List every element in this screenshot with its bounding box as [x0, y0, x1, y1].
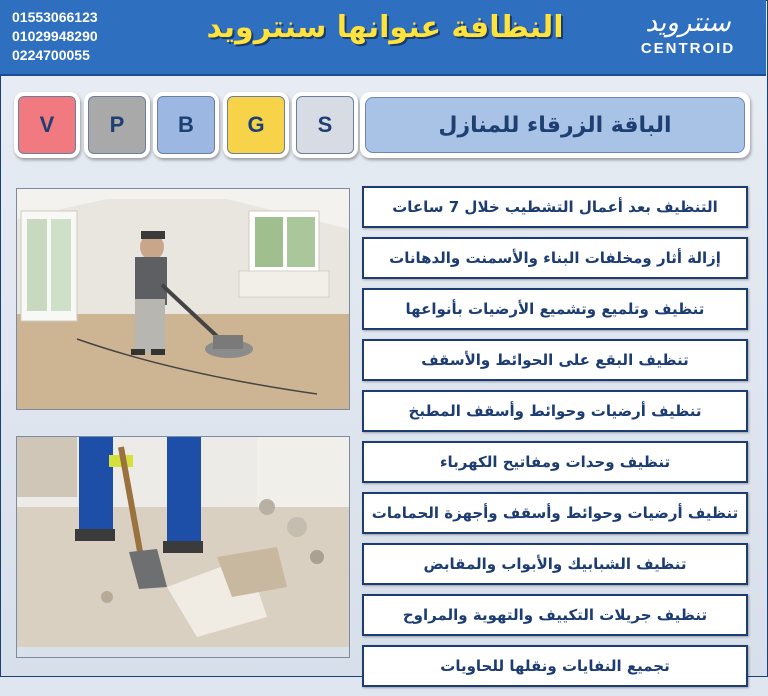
centroid-logo	[618, 6, 758, 68]
package-b-label: B	[157, 96, 215, 154]
header-banner	[0, 0, 766, 76]
service-item: تنظيف وحدات ومفاتيح الكهرباء	[362, 441, 748, 483]
floor-polishing-photo	[16, 188, 350, 410]
service-item: تنظيف وتلميع وتشميع الأرضيات بأنواعها	[362, 288, 748, 330]
service-item: تنظيف البقع على الحوائط والأسقف	[362, 339, 748, 381]
package-g-label: G	[227, 96, 285, 154]
plan-title-box	[360, 92, 750, 158]
logo-arabic-text: سنترويد	[645, 8, 731, 38]
phone-number-3[interactable]: 0224700055	[12, 47, 90, 63]
service-item: التنظيف بعد أعمال التشطيب خلال 7 ساعات	[362, 186, 748, 228]
service-item: تنظيف أرضيات وحوائط وأسقف المطبخ	[362, 390, 748, 432]
service-item: تنظيف جريلات التكييف والتهوية والمراوح	[362, 594, 748, 636]
package-b-button[interactable]	[153, 92, 219, 158]
package-v-button[interactable]	[14, 92, 80, 158]
phone-numbers	[12, 8, 98, 65]
services-list	[362, 186, 748, 696]
page-title: النظافة عنوانها سنترويد	[206, 10, 564, 45]
service-item: تنظيف الشبابيك والأبواب والمقابض	[362, 543, 748, 585]
package-g-button[interactable]	[223, 92, 289, 158]
package-p-label: P	[88, 96, 146, 154]
debris-shoveling-photo	[16, 436, 350, 658]
package-v-label: V	[18, 96, 76, 154]
phone-number-1[interactable]: 01553066123	[12, 9, 98, 25]
service-item: إزالة أثار ومخلفات البناء والأسمنت والدهانات	[362, 237, 748, 279]
service-item: تنظيف أرضيات وحوائط وأسقف وأجهزة الحمامات	[362, 492, 748, 534]
logo-english-text: CENTROID	[640, 40, 736, 57]
package-p-button[interactable]	[84, 92, 150, 158]
plan-title: الباقة الزرقاء للمنازل	[365, 97, 745, 153]
phone-number-2[interactable]: 01029948290	[12, 28, 98, 44]
service-item: تجميع النفايات ونقلها للحاويات	[362, 645, 748, 687]
package-s-label: S	[296, 96, 354, 154]
package-s-button[interactable]	[292, 92, 358, 158]
